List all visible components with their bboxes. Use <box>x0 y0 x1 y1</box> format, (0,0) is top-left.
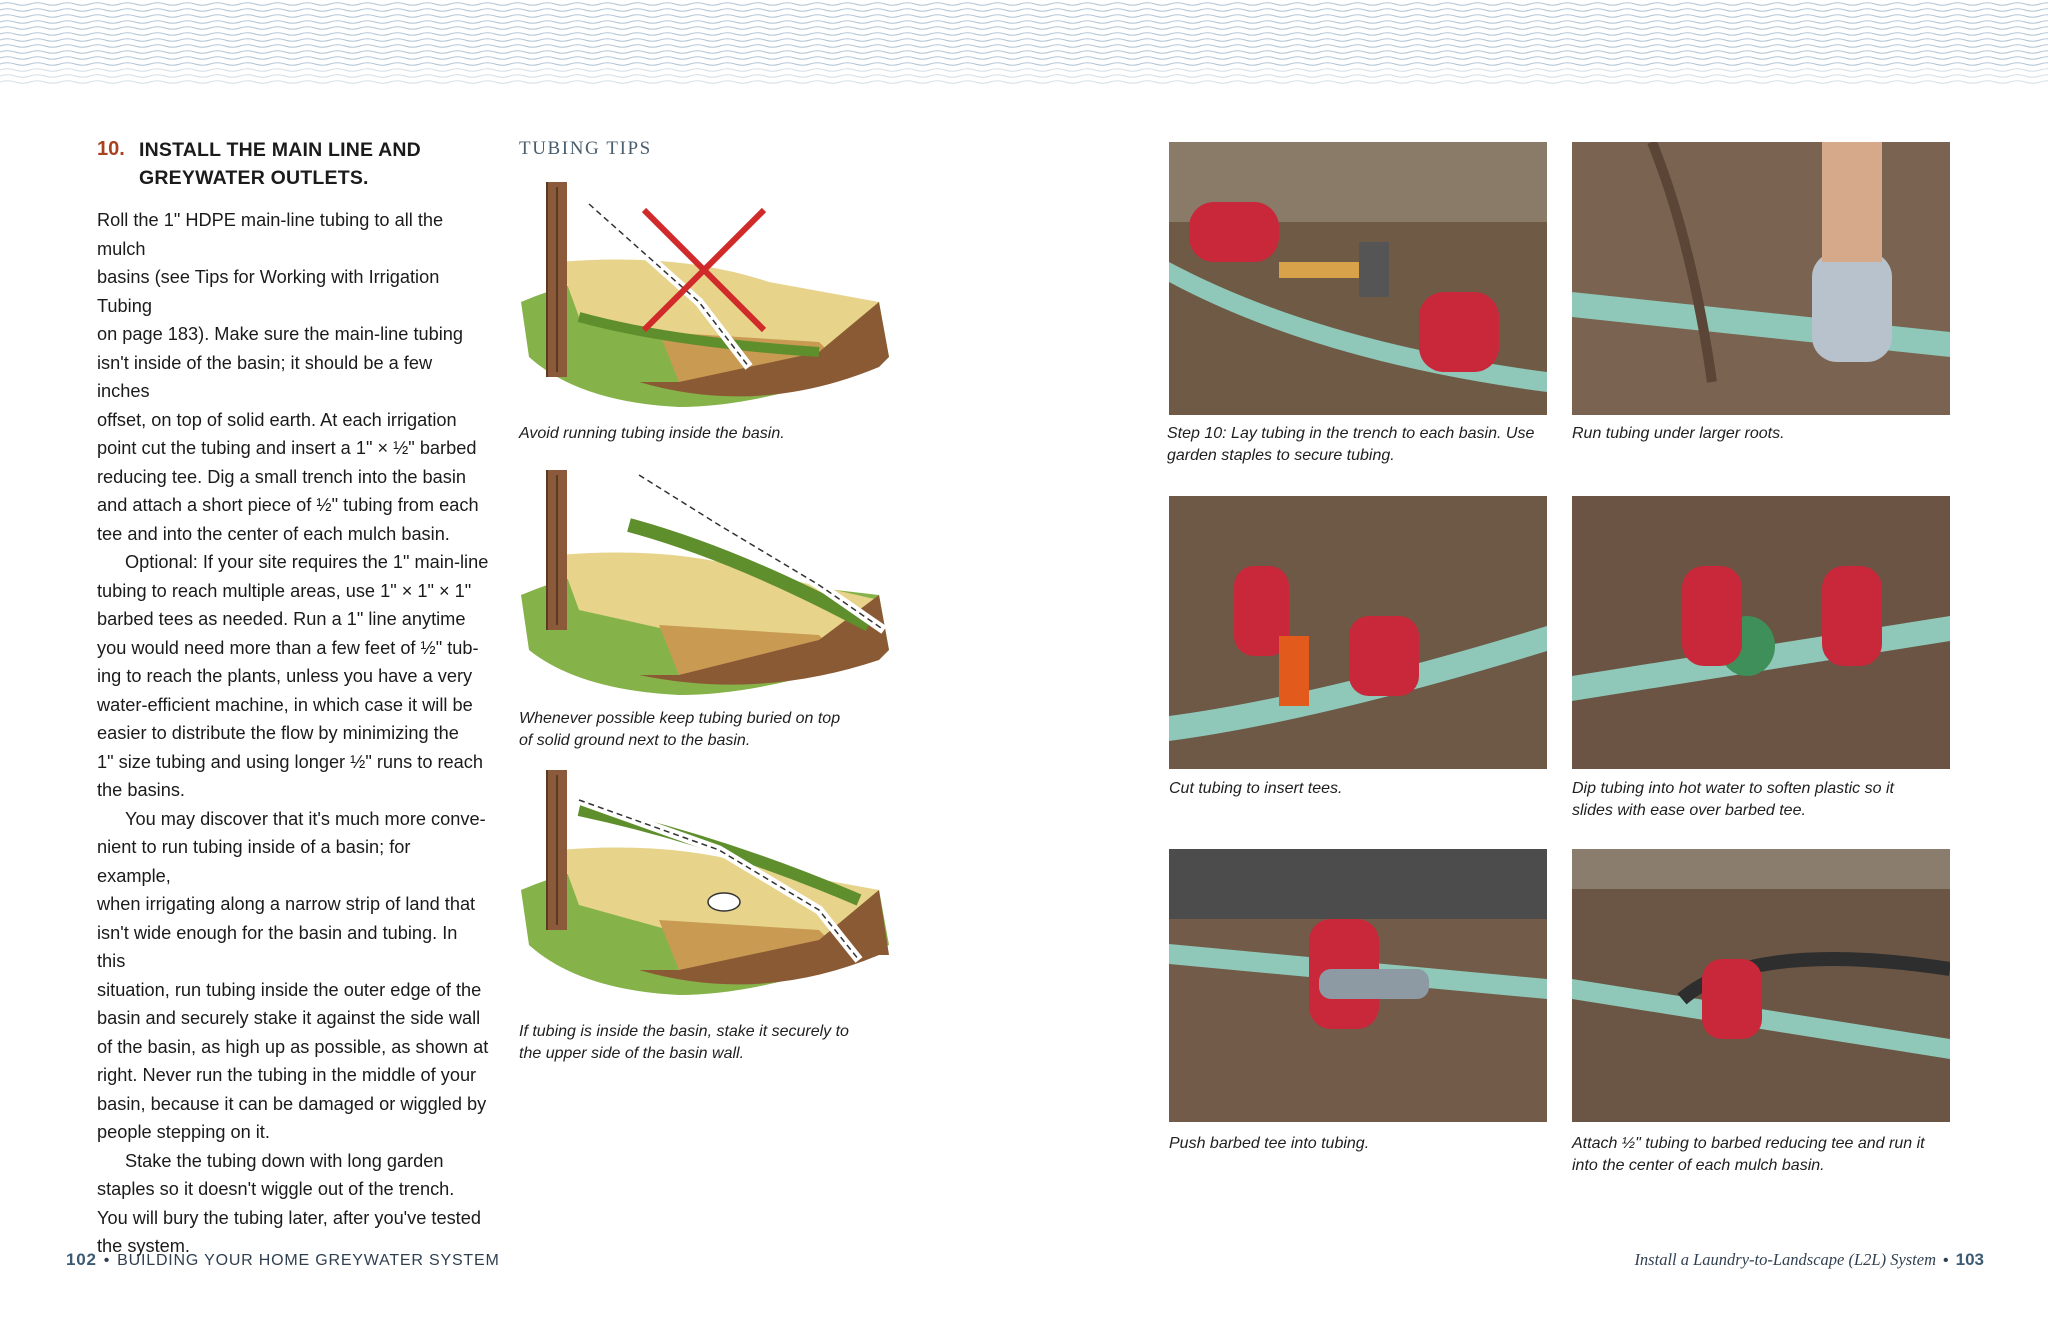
illustration-tubing-inside-basin <box>519 182 889 417</box>
text-line: the system. <box>97 1236 190 1256</box>
caption-line: the upper side of the basin wall. <box>519 1045 745 1062</box>
text-line: the basins. <box>97 780 185 800</box>
text-line: tee and into the center of each mulch basin. <box>97 523 450 544</box>
footer-left <box>66 1250 500 1270</box>
text-line: ing to reach the plants, unless you have a very <box>97 666 473 686</box>
text-line: easier to distribute the flow by minimizing the <box>97 723 459 743</box>
caption-line: Attach ½" tubing to barbed reducing tee and run it <box>1572 1135 1925 1152</box>
wave-line <box>0 51 2048 54</box>
wave-line <box>0 33 2048 36</box>
photo-caption-2: Run tubing under larger roots. <box>1572 425 1785 442</box>
step-title <box>139 136 427 192</box>
illustration-tubing-beside-basin <box>519 465 889 700</box>
header-wave-pattern <box>0 0 2048 84</box>
text-line: when irrigating along a narrow strip of land that <box>97 894 476 914</box>
text-line: on page 183). Make sure the main-line tubing <box>97 324 463 344</box>
photo-lay-tubing <box>1169 142 1547 415</box>
wave-line <box>0 69 2048 72</box>
wave-line <box>0 21 2048 24</box>
text-line: Roll the 1" HDPE main-line tubing to all the mulch <box>97 210 444 259</box>
text-line: Stake the tubing down with long garden <box>125 1150 444 1171</box>
tip-caption-1: Avoid running tubing inside the basin. <box>519 425 785 442</box>
text-line: isn't inside of the basin; it should be a few inches <box>97 352 433 401</box>
paragraph-2 <box>97 548 489 805</box>
photo-cut-tubing <box>1169 496 1547 769</box>
photo-attach-half-inch <box>1572 849 1950 1122</box>
caption-line: Dip tubing into hot water to soften plastic so it <box>1572 780 1894 797</box>
caption-line: Whenever possible keep tubing buried on top <box>519 710 841 727</box>
text-line: reducing tee. Dig a small trench into the basin <box>97 466 467 487</box>
text-line: isn't wide enough for the basin and tubing. In this <box>97 922 458 971</box>
wave-line <box>0 45 2048 48</box>
tubing-tips-heading: TUBING TIPS <box>519 138 652 159</box>
text-line: basins (see Tips for Working with Irrigation Tubing <box>97 267 440 316</box>
caption-line: into the center of each mulch basin. <box>1572 1157 1825 1174</box>
photo-caption-1 <box>1167 423 1534 467</box>
step-number: 10. <box>97 138 125 160</box>
wave-line <box>0 27 2048 30</box>
text-line: 1" size tubing and using longer ½" runs to reach <box>97 751 483 772</box>
text-line: barbed tees as needed. Run a 1" line anytime <box>97 609 466 629</box>
caption-line: slides with ease over barbed tee. <box>1572 802 1806 819</box>
wave-line <box>0 39 2048 42</box>
wave-line <box>0 3 2048 6</box>
text-line: people stepping on it. <box>97 1122 270 1142</box>
footer-right-title: Install a Laundry-to-Landscape (L2L) System <box>1634 1250 1937 1269</box>
text-line: offset, on top of solid earth. At each irrigation <box>97 409 457 430</box>
caption-line: of solid ground next to the basin. <box>519 732 751 749</box>
paragraph-4 <box>97 1147 489 1261</box>
tip-caption-3 <box>519 1021 849 1065</box>
step-title-line-1: INSTALL THE MAIN LINE AND <box>139 139 421 161</box>
text-line: of the basin, as high up as possible, as shown at <box>97 1036 489 1057</box>
text-line: You will bury the tubing later, after you've tested <box>97 1207 481 1228</box>
text-line: nient to run tubing inside of a basin; for example, <box>97 837 411 886</box>
wave-line <box>0 81 2048 84</box>
photo-under-roots <box>1572 142 1950 415</box>
tip-caption-2 <box>519 708 840 752</box>
photo-push-tee <box>1169 849 1547 1122</box>
text-line: tubing to reach multiple areas, use 1" × 1" × 1" <box>97 580 472 601</box>
text-line: staples so it doesn't wiggle out of the trench. <box>97 1179 455 1199</box>
photo-caption-6 <box>1572 1133 1925 1177</box>
wave-line <box>0 57 2048 60</box>
illustration-tubing-staked-basin-wall <box>519 770 889 1005</box>
page-number-right: 103 <box>1955 1250 1984 1269</box>
caption-line: Step 10: Lay tubing in the trench to each basin. Use <box>1167 425 1535 442</box>
page-number-left: 102 <box>66 1250 97 1269</box>
footer-separator: • <box>1943 1252 1949 1269</box>
text-line: you would need more than a few feet of ½" tub- <box>97 637 479 658</box>
caption-line: If tubing is inside the basin, stake it securely to <box>519 1023 849 1040</box>
body-text <box>97 206 489 1261</box>
wave-line <box>0 15 2048 18</box>
text-line: You may discover that it's much more conve- <box>125 808 486 829</box>
text-line: and attach a short piece of ½" tubing from each <box>97 495 479 515</box>
text-line: right. Never run the tubing in the middle of your <box>97 1065 477 1085</box>
text-line: basin and securely stake it against the side wall <box>97 1008 481 1028</box>
photo-caption-4 <box>1572 778 1894 822</box>
text-line: point cut the tubing and insert a 1" × ½" barbed <box>97 438 477 458</box>
photo-caption-3: Cut tubing to insert tees. <box>1169 780 1343 797</box>
step-heading <box>97 136 427 192</box>
text-line: situation, run tubing inside the outer edge of the <box>97 979 482 1000</box>
paragraph-1 <box>97 206 489 548</box>
paragraph-3 <box>97 805 489 1147</box>
wave-line <box>0 9 2048 12</box>
photo-hot-water <box>1572 496 1950 769</box>
footer-right <box>1634 1250 1984 1270</box>
caption-line: garden staples to secure tubing. <box>1167 447 1395 464</box>
footer-separator: • <box>103 1252 111 1269</box>
step-title-line-2: GREYWATER OUTLETS. <box>139 167 369 189</box>
text-line: water-efficient machine, in which case it will be <box>97 694 473 715</box>
wave-line <box>0 63 2048 66</box>
photo-caption-5: Push barbed tee into tubing. <box>1169 1135 1370 1152</box>
text-line: Optional: If your site requires the 1" main-line <box>125 552 489 572</box>
text-line: basin, because it can be damaged or wiggled by <box>97 1093 487 1114</box>
wave-line <box>0 75 2048 78</box>
footer-left-title: BUILDING YOUR HOME GREYWATER SYSTEM <box>117 1252 500 1269</box>
